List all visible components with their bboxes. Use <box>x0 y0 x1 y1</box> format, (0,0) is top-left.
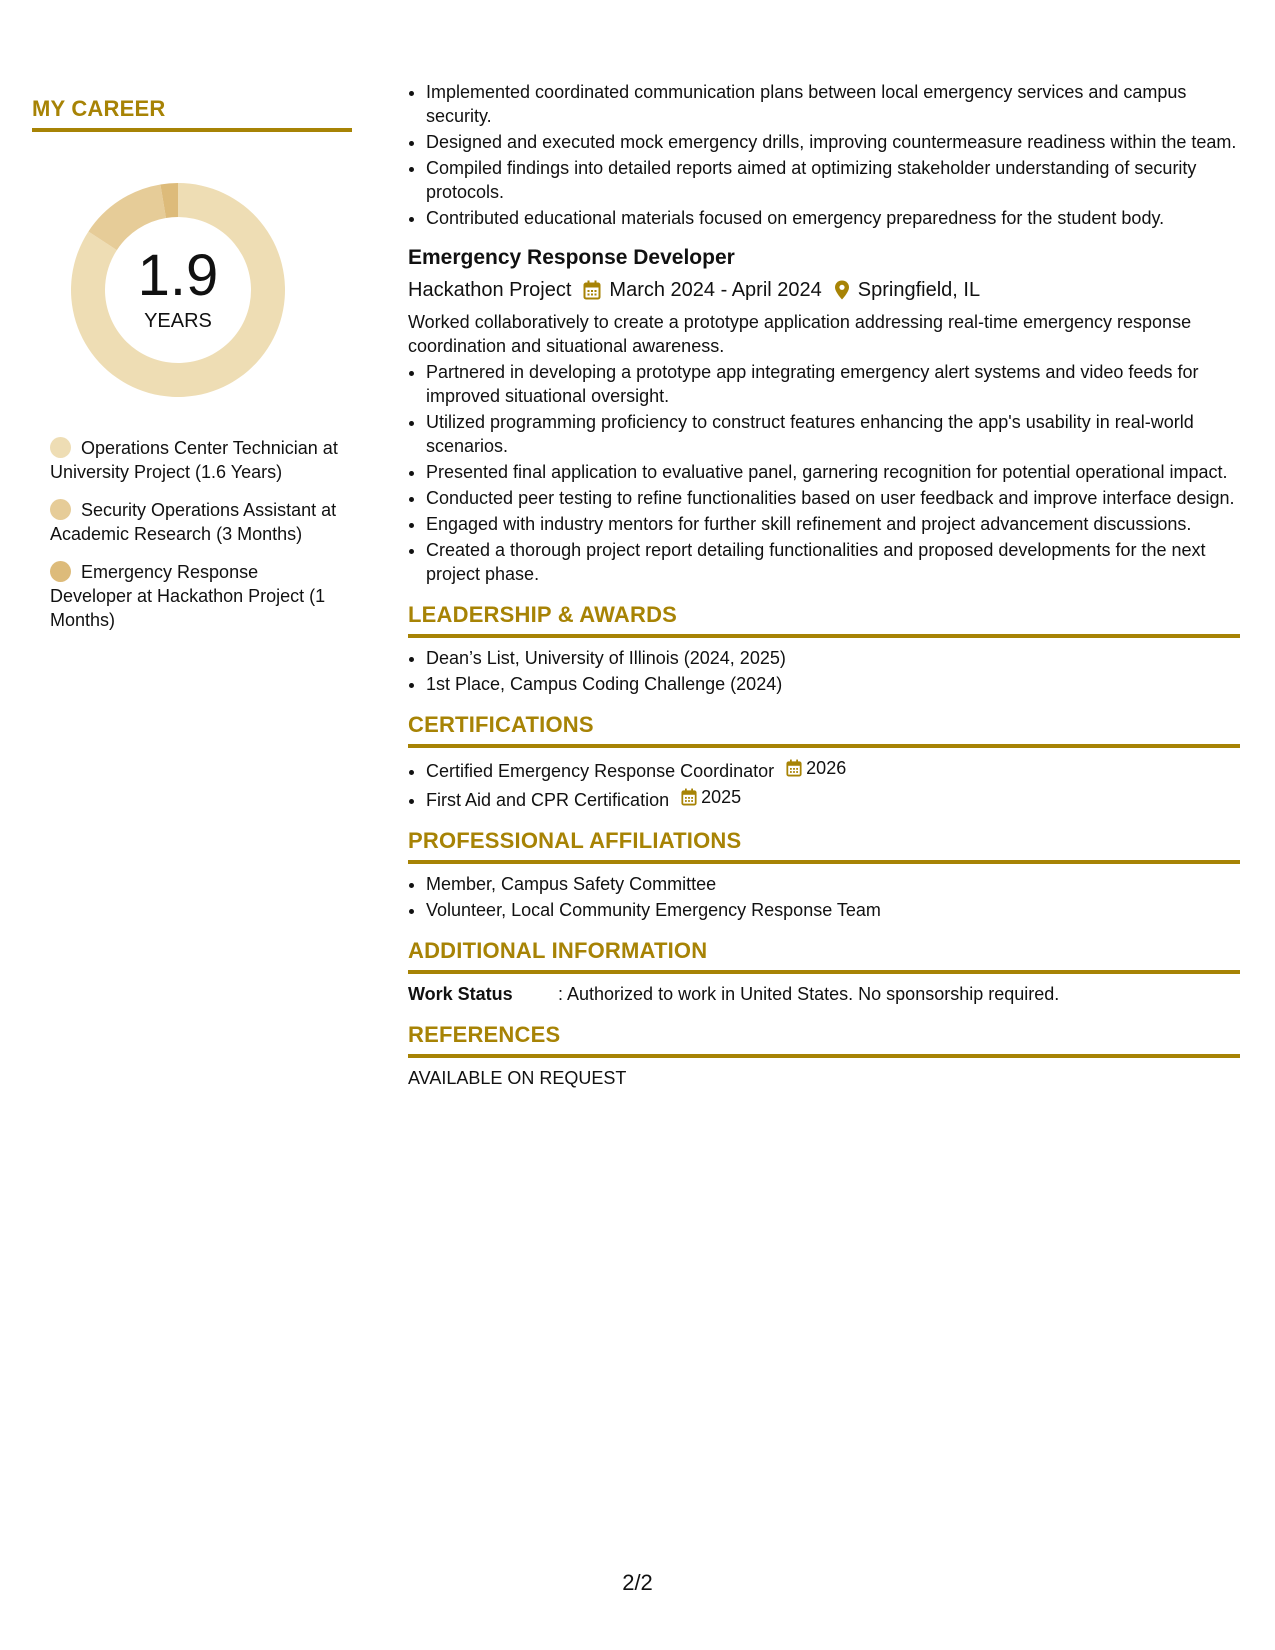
legend-text: Operations Center Technician at University Project (1.6 Years) <box>50 438 338 482</box>
section-rule <box>408 634 1240 638</box>
career-section-rule <box>32 128 352 132</box>
work-status-value: : Authorized to work in United States. No sponsorship required. <box>558 984 1060 1004</box>
main-content <box>408 80 1240 1090</box>
list-item: • Member, Campus Safety Committee <box>426 872 1240 896</box>
list-item: • Implemented coordinated communication plans between local emergency services and campus security. <box>426 80 1240 128</box>
section-rule <box>408 744 1240 748</box>
career-years-unit: YEARS <box>144 310 212 332</box>
legend-item <box>50 436 340 484</box>
certifications-section-title: CERTIFICATIONS <box>408 712 594 737</box>
job-title: Emergency Response Developer <box>408 246 735 269</box>
cert-year <box>786 756 846 780</box>
list-item: • Engaged with industry mentors for further skill refinement and project advancement discussions. <box>426 512 1240 536</box>
legend-item <box>50 560 340 632</box>
job-bullets <box>408 360 1240 586</box>
location-pin-icon <box>834 280 850 300</box>
references-section-title: REFERENCES <box>408 1022 561 1047</box>
additional-info-section-title: ADDITIONAL INFORMATION <box>408 938 708 963</box>
list-item: • Volunteer, Local Community Emergency Response Team <box>426 898 1240 922</box>
legend-dot <box>50 561 71 582</box>
donut-center <box>66 178 290 402</box>
legend-dot <box>50 499 71 520</box>
legend-item <box>50 498 340 546</box>
certifications-section <box>408 712 1240 812</box>
calendar-icon <box>583 280 601 300</box>
section-rule <box>408 970 1240 974</box>
cert-year-text: 2025 <box>701 787 742 807</box>
previous-job-bullets <box>408 80 1240 230</box>
job-location: Springfield, IL <box>857 279 981 301</box>
job-meta <box>408 276 1240 304</box>
legend-text: Emergency Response Developer at Hackathon Project (1 Months) <box>50 562 326 630</box>
list-item: • Compiled findings into detailed reports aimed at optimizing stakeholder understanding of security protocols. <box>426 156 1240 204</box>
career-section-title: MY CAREER <box>32 96 166 121</box>
career-legend <box>50 436 340 646</box>
list-item <box>426 785 1240 812</box>
certifications-list <box>408 756 1240 812</box>
list-item: • Designed and executed mock emergency drills, improving countermeasure readiness within the team. <box>426 130 1240 154</box>
job-company: Hackathon Project <box>408 279 572 301</box>
list-item: • 1st Place, Campus Coding Challenge (2024) <box>426 672 1240 696</box>
cert-year-text: 2026 <box>806 758 847 778</box>
job-dates: March 2024 - April 2024 <box>609 279 822 301</box>
job-entry <box>408 244 1240 586</box>
list-item: • Dean’s List, University of Illinois (2024, 2025) <box>426 646 1240 670</box>
work-status-label: Work Status <box>408 984 513 1004</box>
career-sidebar <box>32 96 352 630</box>
calendar-icon <box>786 759 802 777</box>
job-description: Worked collaboratively to create a prototype application addressing real-time emergency response coordination and situational awareness. <box>408 312 1192 356</box>
references-section <box>408 1022 1240 1090</box>
legend-text: Security Operations Assistant at Academic Research (3 Months) <box>50 500 337 544</box>
work-status-row <box>408 982 1240 1006</box>
additional-info-section <box>408 938 1240 1006</box>
affiliations-list <box>408 872 1240 922</box>
cert-name: First Aid and CPR Certification <box>426 790 670 810</box>
career-donut-chart <box>66 178 290 402</box>
legend-dot <box>50 437 71 458</box>
references-text: AVAILABLE ON REQUEST <box>408 1068 627 1088</box>
leadership-section <box>408 602 1240 696</box>
leadership-section-title: LEADERSHIP & AWARDS <box>408 602 678 627</box>
career-years-value: 1.9 <box>137 243 219 308</box>
section-rule <box>408 1054 1240 1058</box>
calendar-icon <box>681 788 697 806</box>
cert-name: Certified Emergency Response Coordinator <box>426 761 775 781</box>
list-item: • Contributed educational materials focused on emergency preparedness for the student body. <box>426 206 1240 230</box>
list-item: • Conducted peer testing to refine functionalities based on user feedback and improve interface design. <box>426 486 1240 510</box>
list-item: • Presented final application to evaluative panel, garnering recognition for potential operational impact. <box>426 460 1240 484</box>
affiliations-section <box>408 828 1240 922</box>
list-item: • Utilized programming proficiency to construct features enhancing the app's usability in real-world scenarios. <box>426 410 1240 458</box>
page-number: 2/2 <box>622 1570 653 1595</box>
list-item <box>426 756 1240 783</box>
list-item: • Partnered in developing a prototype app integrating emergency alert systems and video feeds for improved situational oversight. <box>426 360 1240 408</box>
cert-year <box>681 785 741 809</box>
affiliations-section-title: PROFESSIONAL AFFILIATIONS <box>408 828 742 853</box>
section-rule <box>408 860 1240 864</box>
list-item: • Created a thorough project report detailing functionalities and proposed developments for the next project phase. <box>426 538 1240 586</box>
leadership-list <box>408 646 1240 696</box>
